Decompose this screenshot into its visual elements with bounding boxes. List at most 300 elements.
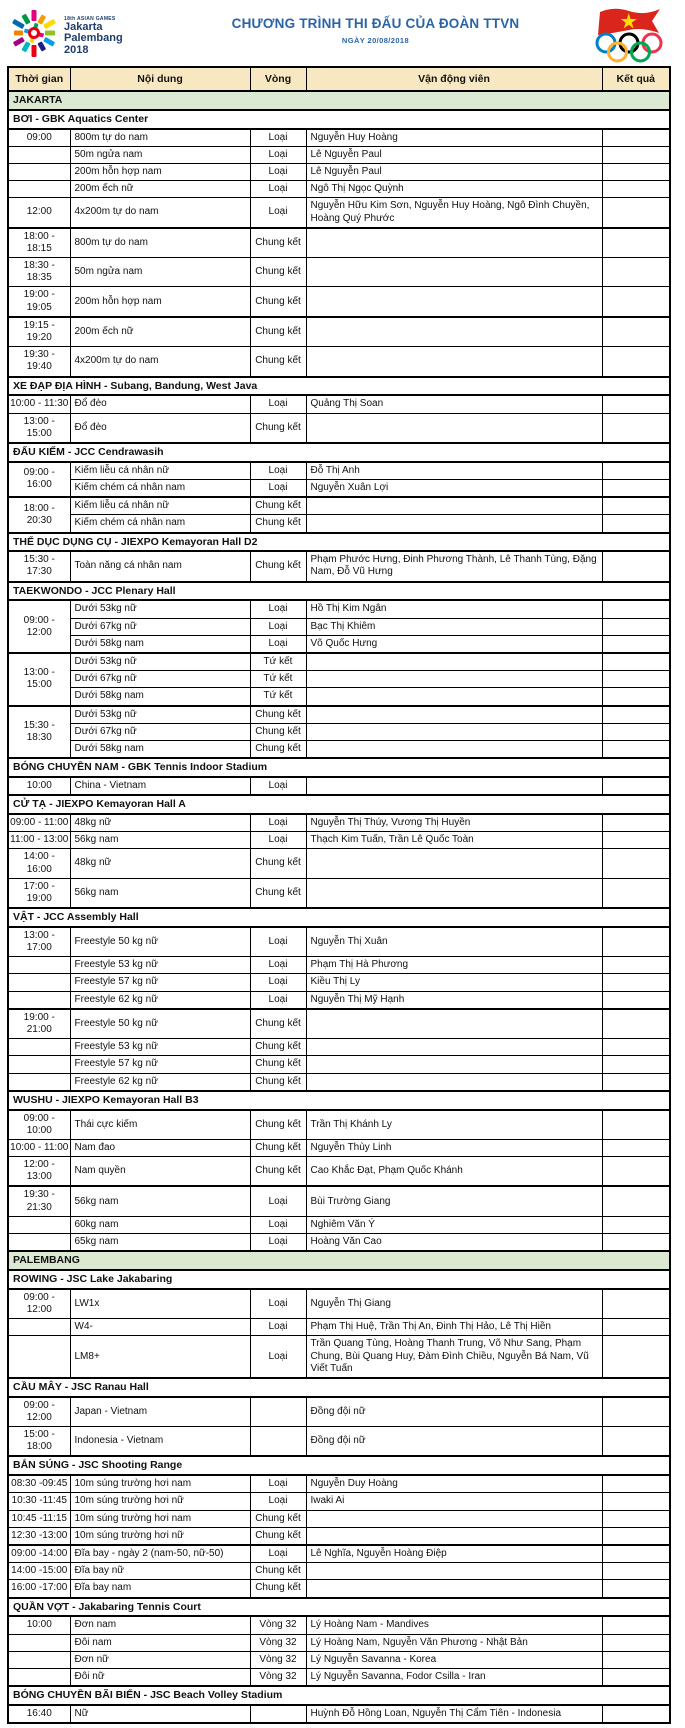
schedule-row: [8, 1186, 670, 1216]
round-cell: Tứ kết: [250, 688, 306, 706]
event-cell: 48kg nữ: [70, 849, 250, 878]
vietnam-olympic-logo: [583, 7, 675, 65]
event-cell: Đôi nữ: [70, 1668, 250, 1686]
result-cell: [602, 1397, 670, 1427]
city-header-row: [8, 91, 670, 110]
time-cell: [8, 163, 70, 180]
round-cell: Chung kết: [250, 228, 306, 258]
round-cell: Loại: [250, 974, 306, 991]
schedule-row: [8, 688, 670, 706]
event-cell: 50m ngửa nam: [70, 258, 250, 287]
sport-section-label: VẬT - JCC Assembly Hall: [8, 908, 670, 927]
schedule-row: [8, 849, 670, 878]
round-cell: Tứ kết: [250, 671, 306, 688]
round-cell: Loại: [250, 1493, 306, 1510]
result-cell: [602, 1527, 670, 1545]
result-cell: [602, 479, 670, 497]
event-cell: 56kg nam: [70, 878, 250, 908]
event-cell: Đĩa bay nam: [70, 1580, 250, 1598]
athletes-cell: Kiều Thị Ly: [306, 974, 602, 991]
result-cell: [602, 832, 670, 849]
result-cell: [602, 723, 670, 740]
schedule-row: [8, 1056, 670, 1073]
athletes-cell: [306, 1527, 602, 1545]
time-cell: 19:30 - 21:30: [8, 1186, 70, 1216]
athletes-cell: Nguyễn Thị Mỹ Hạnh: [306, 991, 602, 1009]
result-cell: [602, 1056, 670, 1073]
sport-section-header-row: [8, 758, 670, 777]
athletes-cell: [306, 688, 602, 706]
round-cell: Loại: [250, 181, 306, 198]
table-header-row: [8, 67, 670, 91]
time-cell: 09:00 - 12:00: [8, 1397, 70, 1427]
round-cell: Chung kết: [250, 723, 306, 740]
athletes-cell: Lý Hoàng Nam, Nguyễn Văn Phương - Nhật Bản: [306, 1634, 602, 1651]
round-cell: Chung kết: [250, 258, 306, 287]
athletes-cell: [306, 740, 602, 758]
time-cell: 10:00 - 11:30: [8, 395, 70, 413]
sport-section-label: WUSHU - JIEXPO Kemayoran Hall B3: [8, 1091, 670, 1110]
schedule-row: [8, 1527, 670, 1545]
result-cell: [602, 600, 670, 618]
event-cell: Dưới 58kg nam: [70, 635, 250, 653]
schedule-row: [8, 317, 670, 347]
result-cell: [602, 1234, 670, 1252]
schedule-row: [8, 671, 670, 688]
time-cell: 10:45 -11:15: [8, 1510, 70, 1527]
result-cell: [602, 462, 670, 480]
athletes-cell: [306, 347, 602, 377]
schedule-row: [8, 163, 670, 180]
asian-games-logo-text: [64, 17, 123, 57]
time-cell: [8, 1216, 70, 1233]
event-cell: Dưới 58kg nam: [70, 740, 250, 758]
round-cell: Loại: [250, 163, 306, 180]
round-cell: Chung kết: [250, 878, 306, 908]
event-cell: China - Vietnam: [70, 777, 250, 795]
result-cell: [602, 1039, 670, 1056]
result-cell: [602, 1289, 670, 1319]
event-cell: Nữ: [70, 1705, 250, 1723]
event-cell: Kiếm liễu cá nhân nữ: [70, 462, 250, 480]
time-cell: [8, 1319, 70, 1336]
round-cell: Loại: [250, 957, 306, 974]
event-cell: 800m tự do nam: [70, 129, 250, 147]
asian-games-logo: [8, 6, 168, 65]
event-cell: Kiếm chém cá nhân nam: [70, 479, 250, 497]
time-cell: 09:00: [8, 129, 70, 147]
result-cell: [602, 740, 670, 758]
time-cell: 10:00: [8, 777, 70, 795]
athletes-cell: [306, 515, 602, 533]
schedule-row: [8, 258, 670, 287]
event-cell: Đĩa bay nữ: [70, 1563, 250, 1580]
result-cell: [602, 927, 670, 957]
result-cell: [602, 849, 670, 878]
schedule-row: [8, 1110, 670, 1140]
event-cell: Freestyle 50 kg nữ: [70, 927, 250, 957]
result-cell: [602, 181, 670, 198]
result-cell: [602, 1216, 670, 1233]
event-cell: Đôi nam: [70, 1634, 250, 1651]
time-cell: 10:30 -11:45: [8, 1493, 70, 1510]
athletes-cell: [306, 706, 602, 724]
time-cell: 13:00 - 15:00: [8, 413, 70, 443]
event-cell: Dưới 58kg nam: [70, 688, 250, 706]
result-cell: [602, 413, 670, 443]
result-cell: [602, 1634, 670, 1651]
result-cell: [602, 1319, 670, 1336]
event-cell: Dưới 53kg nữ: [70, 653, 250, 671]
time-cell: 10:00: [8, 1616, 70, 1634]
time-cell: 09:00 - 10:00: [8, 1110, 70, 1140]
time-cell: [8, 146, 70, 163]
round-cell: Chung kết: [250, 317, 306, 347]
result-cell: [602, 653, 670, 671]
round-cell: Vòng 32: [250, 1634, 306, 1651]
athletes-cell: Thạch Kim Tuấn, Trần Lê Quốc Toàn: [306, 832, 602, 849]
event-cell: Freestyle 50 kg nữ: [70, 1009, 250, 1039]
athletes-cell: [306, 1563, 602, 1580]
sport-section-label: QUẦN VỢT - Jakabaring Tennis Court: [8, 1598, 670, 1617]
athletes-cell: Trần Thị Khánh Ly: [306, 1110, 602, 1140]
schedule-row: [8, 1510, 670, 1527]
brand-small-label: 18th ASIAN GAMES: [64, 15, 116, 22]
time-cell: 19:30 - 19:40: [8, 347, 70, 377]
sport-section-label: BÓNG CHUYỀN BÃI BIỂN - JSC Beach Volley Stadium: [8, 1686, 670, 1705]
result-cell: [602, 146, 670, 163]
athletes-cell: [306, 317, 602, 347]
time-cell: [8, 991, 70, 1009]
event-cell: Kiếm chém cá nhân nam: [70, 515, 250, 533]
result-cell: [602, 317, 670, 347]
time-cell: 13:00 - 15:00: [8, 653, 70, 706]
event-cell: LM8+: [70, 1336, 250, 1378]
result-cell: [602, 198, 670, 228]
event-cell: Toàn năng cá nhân nam: [70, 551, 250, 581]
time-cell: 19:00 - 19:05: [8, 287, 70, 317]
result-cell: [602, 1705, 670, 1723]
sport-section-label: ĐẤU KIẾM - JCC Cendrawasih: [8, 443, 670, 462]
athletes-cell: Lý Nguyễn Savanna, Fodor Csilla - Iran: [306, 1668, 602, 1686]
round-cell: Loại: [250, 1216, 306, 1233]
round-cell: Loại: [250, 1186, 306, 1216]
result-cell: [602, 1427, 670, 1457]
time-cell: 11:00 - 13:00: [8, 832, 70, 849]
event-cell: Nam đao: [70, 1139, 250, 1156]
time-cell: [8, 1234, 70, 1252]
city-label: PALEMBANG: [8, 1251, 670, 1270]
asian-games-sunburst-icon: [8, 6, 60, 65]
round-cell: Loại: [250, 635, 306, 653]
schedule-row: [8, 1668, 670, 1686]
schedule-row: [8, 1336, 670, 1378]
athletes-cell: [306, 1510, 602, 1527]
sport-section-header-row: [8, 377, 670, 396]
round-cell: Loại: [250, 1336, 306, 1378]
schedule-row: [8, 600, 670, 618]
result-cell: [602, 228, 670, 258]
athletes-cell: [306, 1073, 602, 1091]
round-cell: Vòng 32: [250, 1616, 306, 1634]
schedule-row: [8, 551, 670, 581]
result-cell: [602, 347, 670, 377]
schedule-row: [8, 395, 670, 413]
round-cell: Tứ kết: [250, 653, 306, 671]
event-cell: 4x200m tự do nam: [70, 347, 250, 377]
time-cell: 15:00 - 18:00: [8, 1427, 70, 1457]
round-cell: Chung kết: [250, 1157, 306, 1187]
athletes-cell: Bùi Trường Giang: [306, 1186, 602, 1216]
schedule-row: [8, 228, 670, 258]
brand-line-palembang: Palembang: [64, 32, 123, 45]
city-label: JAKARTA: [8, 91, 670, 110]
round-cell: Chung kết: [250, 1009, 306, 1039]
event-cell: Freestyle 53 kg nữ: [70, 1039, 250, 1056]
event-cell: Đơn nam: [70, 1616, 250, 1634]
sport-section-label: THỂ DỤC DỤNG CỤ - JIEXPO Kemayoran Hall D2: [8, 533, 670, 552]
result-cell: [602, 618, 670, 635]
athletes-cell: Đồng đội nữ: [306, 1397, 602, 1427]
event-cell: 65kg nam: [70, 1234, 250, 1252]
schedule-row: [8, 1073, 670, 1091]
schedule-row: [8, 287, 670, 317]
sport-section-header-row: [8, 533, 670, 552]
result-cell: [602, 1510, 670, 1527]
schedule-row: [8, 198, 670, 228]
time-cell: 16:00 -17:00: [8, 1580, 70, 1598]
result-cell: [602, 1073, 670, 1091]
result-cell: [602, 991, 670, 1009]
sport-section-label: CỬ TẠ - JIEXPO Kemayoran Hall A: [8, 795, 670, 814]
schedule-row: [8, 1216, 670, 1233]
schedule-row: [8, 1427, 670, 1457]
result-cell: [602, 1186, 670, 1216]
schedule-row: [8, 479, 670, 497]
schedule-row: [8, 146, 670, 163]
result-cell: [602, 1668, 670, 1686]
sport-section-header-row: [8, 1091, 670, 1110]
round-cell: Loại: [250, 1319, 306, 1336]
time-cell: [8, 181, 70, 198]
round-cell: Chung kết: [250, 1563, 306, 1580]
event-cell: Dưới 53kg nữ: [70, 706, 250, 724]
round-cell: Chung kết: [250, 551, 306, 581]
event-cell: 56kg nam: [70, 832, 250, 849]
schedule-row: [8, 723, 670, 740]
time-cell: [8, 1039, 70, 1056]
time-cell: 18:30 - 18:35: [8, 258, 70, 287]
sport-section-header-row: [8, 1378, 670, 1397]
column-header-result: Kết quả: [602, 67, 670, 91]
event-cell: 200m hỗn hợp nam: [70, 163, 250, 180]
athletes-cell: [306, 723, 602, 740]
column-header-athletes: Vận động viên: [306, 67, 602, 91]
time-cell: 09:00 - 16:00: [8, 462, 70, 497]
result-cell: [602, 1651, 670, 1668]
sport-section-header-row: [8, 582, 670, 601]
round-cell: Loại: [250, 129, 306, 147]
event-cell: 800m tự do nam: [70, 228, 250, 258]
event-cell: Dưới 53kg nữ: [70, 600, 250, 618]
event-cell: Freestyle 62 kg nữ: [70, 991, 250, 1009]
athletes-cell: Phạm Phước Hưng, Đinh Phương Thành, Lê Thanh Tùng, Đặng Nam, Đỗ Vũ Hưng: [306, 551, 602, 581]
result-cell: [602, 1563, 670, 1580]
round-cell: Loại: [250, 927, 306, 957]
time-cell: 09:00 -14:00: [8, 1545, 70, 1563]
athletes-cell: [306, 497, 602, 515]
athletes-cell: Hoàng Văn Cao: [306, 1234, 602, 1252]
time-cell: 09:00 - 12:00: [8, 600, 70, 653]
time-cell: [8, 1634, 70, 1651]
time-cell: [8, 1056, 70, 1073]
time-cell: 08:30 -09:45: [8, 1475, 70, 1493]
athletes-cell: Nguyễn Huy Hoàng: [306, 129, 602, 147]
olympic-rings-icon: [592, 31, 666, 65]
result-cell: [602, 1545, 670, 1563]
athletes-cell: Trần Quang Tùng, Hoàng Thanh Trung, Võ Như Sang, Phạm Chung, Bùi Quang Huy, Đàm Đình Chiều, Nguyễn Bá Nam, Vũ Viết Tuấn: [306, 1336, 602, 1378]
round-cell: Loại: [250, 991, 306, 1009]
column-header-time: Thời gian: [8, 67, 70, 91]
athletes-cell: Nguyễn Thị Giang: [306, 1289, 602, 1319]
schedule-row: [8, 129, 670, 147]
athletes-cell: Võ Quốc Hưng: [306, 635, 602, 653]
schedule-row: [8, 497, 670, 515]
time-cell: 13:00 - 17:00: [8, 927, 70, 957]
time-cell: 16:40: [8, 1705, 70, 1723]
athletes-cell: Lý Hoàng Nam - Mandives: [306, 1616, 602, 1634]
result-cell: [602, 163, 670, 180]
schedule-row: [8, 740, 670, 758]
round-cell: Loại: [250, 1475, 306, 1493]
result-cell: [602, 814, 670, 832]
result-cell: [602, 1110, 670, 1140]
athletes-cell: Nguyễn Thùy Linh: [306, 1139, 602, 1156]
time-cell: 09:00 - 11:00: [8, 814, 70, 832]
event-cell: Freestyle 57 kg nữ: [70, 974, 250, 991]
event-cell: Đĩa bay - ngày 2 (nam-50, nữ-50): [70, 1545, 250, 1563]
round-cell: Chung kết: [250, 1139, 306, 1156]
sport-section-header-row: [8, 110, 670, 129]
round-cell: Loại: [250, 462, 306, 480]
page-title: CHƯƠNG TRÌNH THI ĐẤU CỦA ĐOÀN TTVN: [231, 16, 520, 31]
sport-section-label: XE ĐẠP ĐỊA HÌNH - Subang, Bandung, West Java: [8, 377, 670, 396]
athletes-cell: Ngô Thị Ngọc Quỳnh: [306, 181, 602, 198]
time-cell: 15:30 - 18:30: [8, 706, 70, 759]
round-cell: Loại: [250, 395, 306, 413]
athletes-cell: Nguyễn Hữu Kim Sơn, Nguyễn Huy Hoàng, Ngô Đình Chuyền, Hoàng Quý Phước: [306, 198, 602, 228]
result-cell: [602, 688, 670, 706]
event-cell: 56kg nam: [70, 1186, 250, 1216]
round-cell: Chung kết: [250, 1527, 306, 1545]
round-cell: Loại: [250, 1289, 306, 1319]
sport-section-header-row: [8, 1270, 670, 1289]
athletes-cell: Nguyễn Thị Xuân: [306, 927, 602, 957]
round-cell: Chung kết: [250, 1039, 306, 1056]
athletes-cell: [306, 878, 602, 908]
time-cell: [8, 1651, 70, 1668]
schedule-row: [8, 618, 670, 635]
time-cell: 18:00 - 18:15: [8, 228, 70, 258]
round-cell: Chung kết: [250, 497, 306, 515]
round-cell: Loại: [250, 479, 306, 497]
result-cell: [602, 1493, 670, 1510]
time-cell: [8, 1073, 70, 1091]
round-cell: Loại: [250, 600, 306, 618]
athletes-cell: [306, 1580, 602, 1598]
round-cell: Loại: [250, 1234, 306, 1252]
result-cell: [602, 671, 670, 688]
schedule-row: [8, 1616, 670, 1634]
result-cell: [602, 957, 670, 974]
schedule-row: [8, 777, 670, 795]
round-cell: Loại: [250, 832, 306, 849]
round-cell: Chung kết: [250, 1110, 306, 1140]
round-cell: Loại: [250, 777, 306, 795]
time-cell: 10:00 - 11:00: [8, 1139, 70, 1156]
round-cell: Loại: [250, 198, 306, 228]
event-cell: Freestyle 53 kg nữ: [70, 957, 250, 974]
athletes-cell: Cao Khắc Đạt, Phạm Quốc Khánh: [306, 1157, 602, 1187]
column-header-event: Nội dung: [70, 67, 250, 91]
result-cell: [602, 497, 670, 515]
athletes-cell: [306, 777, 602, 795]
athletes-cell: Nghiêm Văn Ý: [306, 1216, 602, 1233]
schedule-row: [8, 991, 670, 1009]
schedule-table: [7, 66, 671, 1724]
athletes-cell: Đỗ Thị Anh: [306, 462, 602, 480]
event-cell: Thái cực kiếm: [70, 1110, 250, 1140]
athletes-cell: Lê Nguyễn Paul: [306, 163, 602, 180]
sport-section-header-row: [8, 1598, 670, 1617]
round-cell: Chung kết: [250, 347, 306, 377]
result-cell: [602, 287, 670, 317]
athletes-cell: [306, 671, 602, 688]
schedule-row: [8, 878, 670, 908]
athletes-cell: [306, 849, 602, 878]
sport-section-label: ROWING - JSC Lake Jakabaring: [8, 1270, 670, 1289]
schedule-row: [8, 347, 670, 377]
athletes-cell: [306, 1056, 602, 1073]
schedule-row: [8, 1545, 670, 1563]
result-cell: [602, 395, 670, 413]
time-cell: [8, 1336, 70, 1378]
schedule-row: [8, 706, 670, 724]
schedule-row: [8, 1634, 670, 1651]
schedule-row: [8, 1397, 670, 1427]
event-cell: 200m ếch nữ: [70, 317, 250, 347]
athletes-cell: Iwaki Ai: [306, 1493, 602, 1510]
athletes-cell: [306, 258, 602, 287]
athletes-cell: Nguyễn Xuân Lợi: [306, 479, 602, 497]
sport-section-label: BÓNG CHUYỀN NAM - GBK Tennis Indoor Stadium: [8, 758, 670, 777]
schedule-row: [8, 635, 670, 653]
time-cell: 12:00 - 13:00: [8, 1157, 70, 1187]
round-cell: Chung kết: [250, 740, 306, 758]
event-cell: 48kg nữ: [70, 814, 250, 832]
athletes-cell: Phạm Thị Hà Phương: [306, 957, 602, 974]
result-cell: [602, 777, 670, 795]
event-cell: Dưới 67kg nữ: [70, 618, 250, 635]
athletes-cell: Bạc Thị Khiêm: [306, 618, 602, 635]
sport-section-header-row: [8, 795, 670, 814]
event-cell: Đổ đèo: [70, 413, 250, 443]
athletes-cell: [306, 413, 602, 443]
sport-section-header-row: [8, 443, 670, 462]
event-cell: Kiếm liễu cá nhân nữ: [70, 497, 250, 515]
time-cell: 17:00 - 19:00: [8, 878, 70, 908]
round-cell: Loại: [250, 1545, 306, 1563]
